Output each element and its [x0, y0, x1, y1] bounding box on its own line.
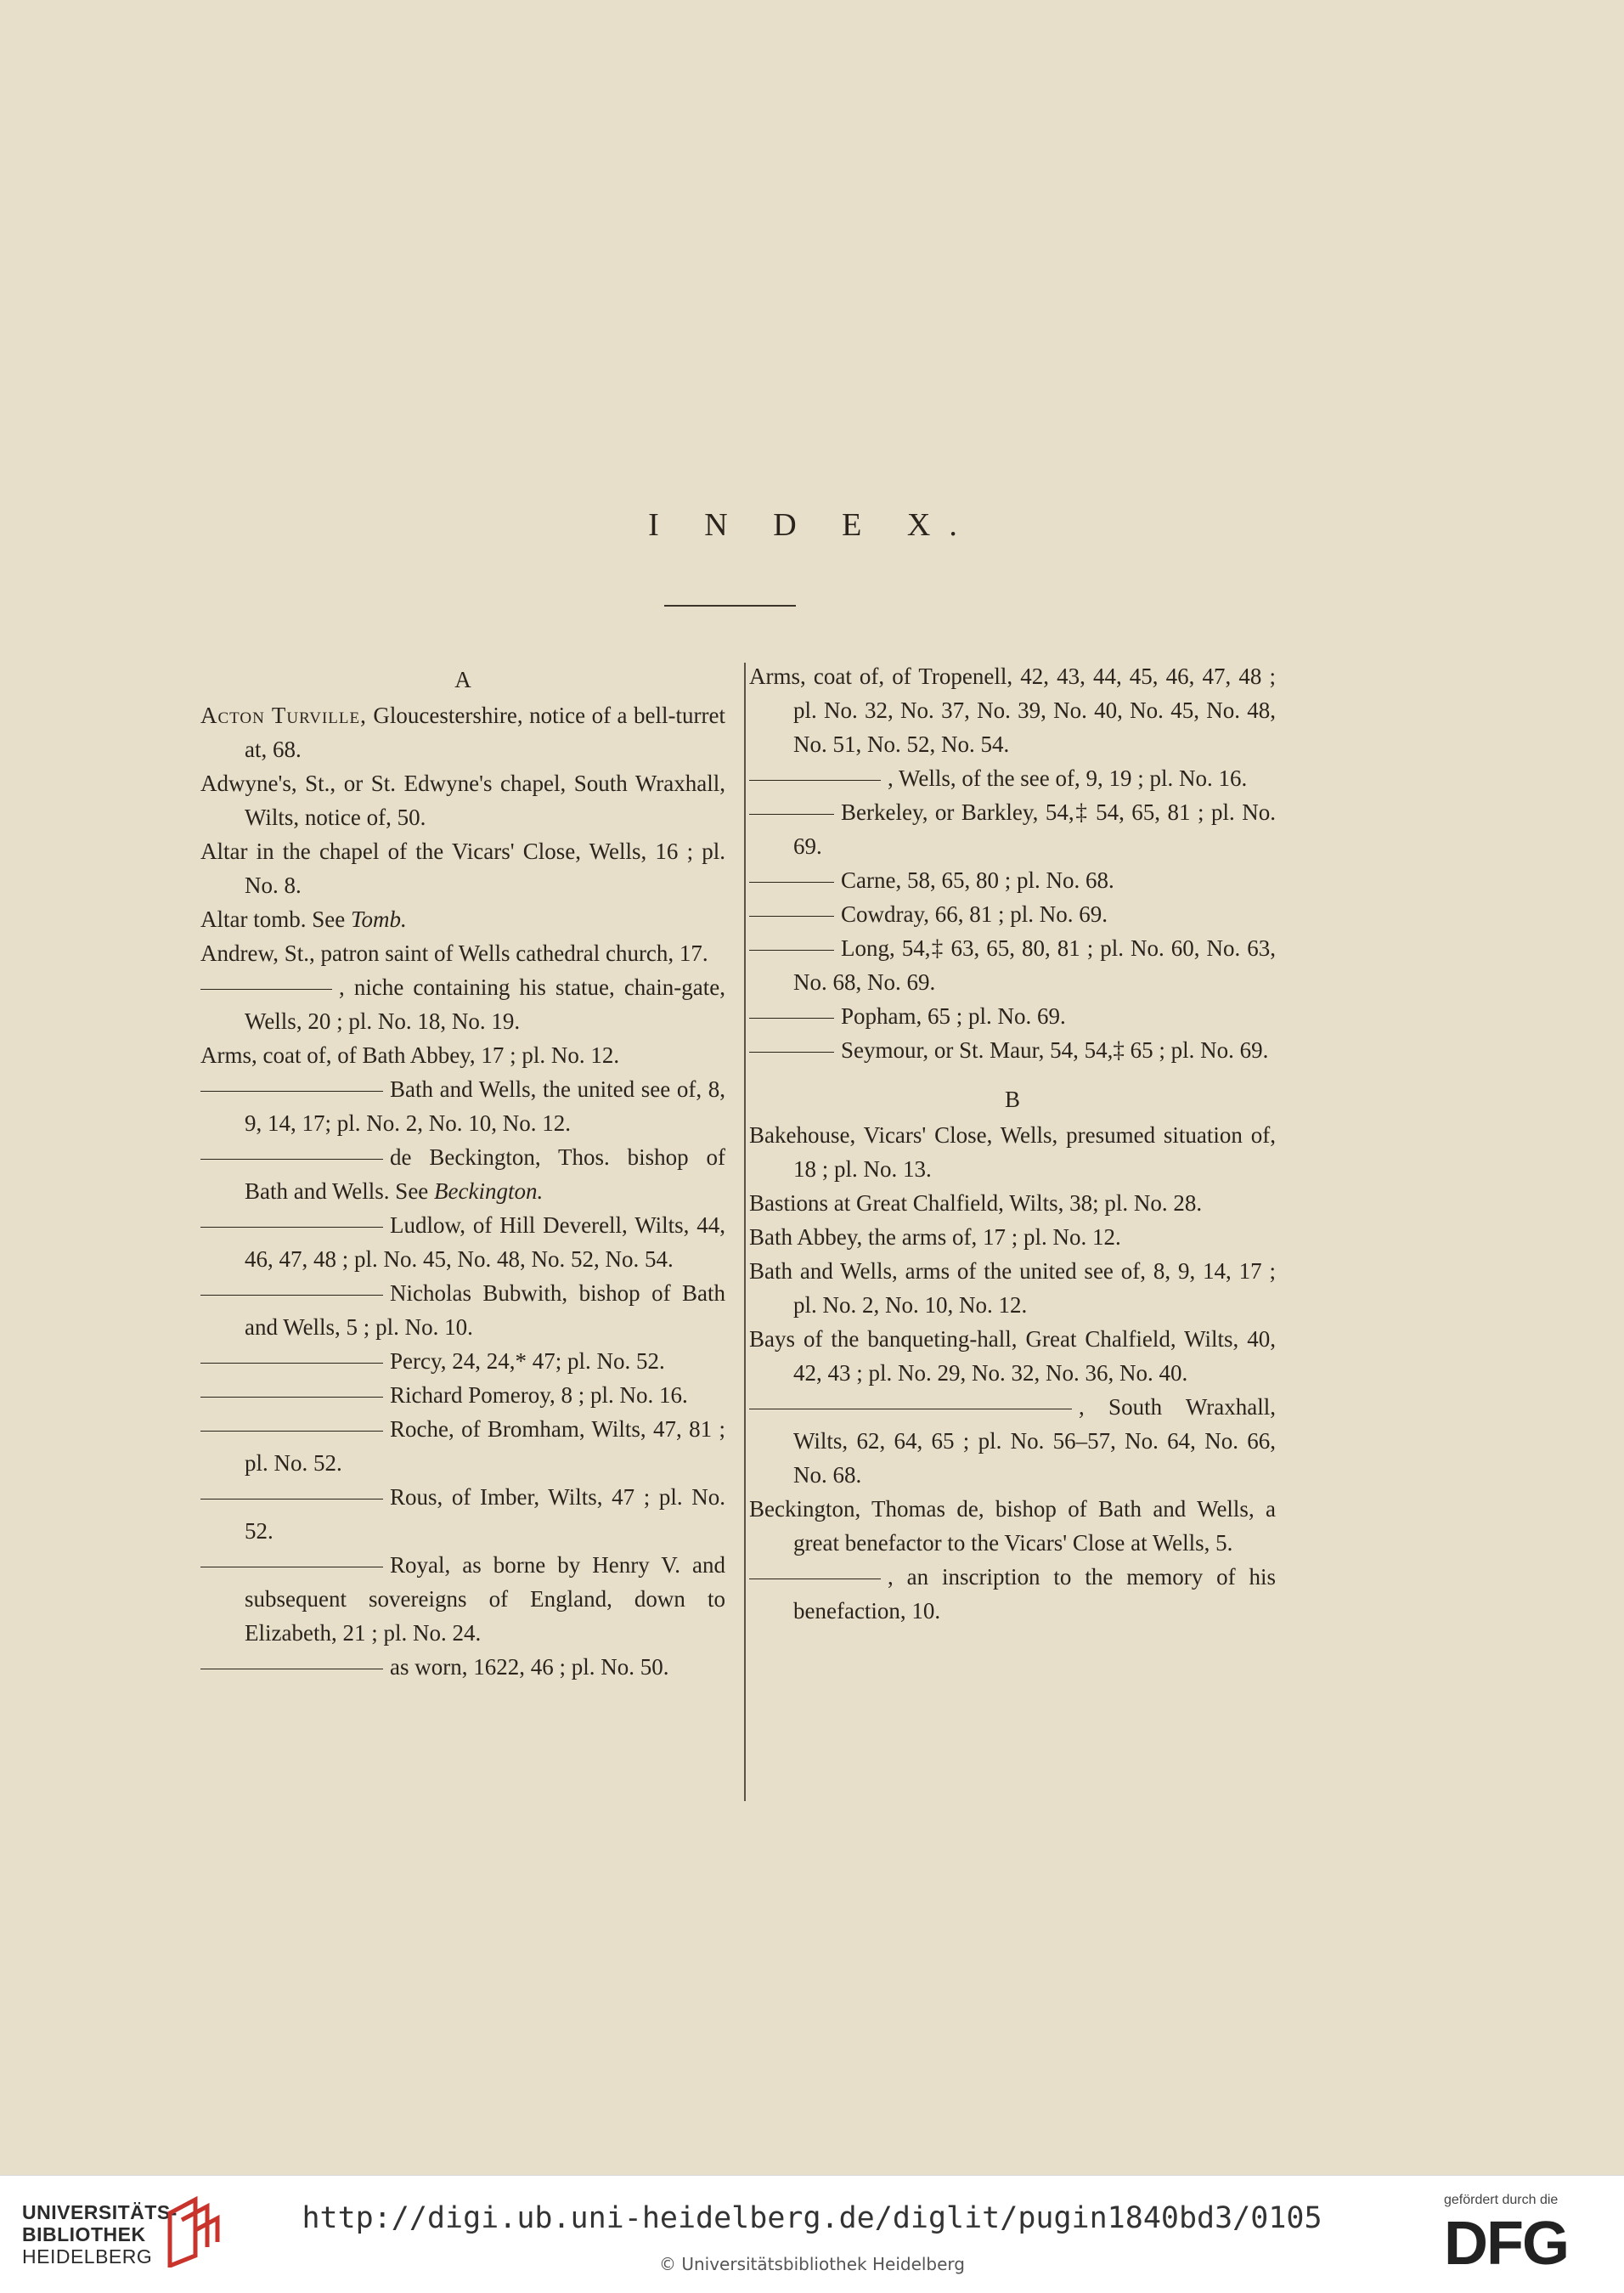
index-entry: [749, 1254, 1276, 1322]
index-entry: [200, 1276, 725, 1344]
index-entry: [749, 1220, 1276, 1254]
entry-text: Royal, as borne by Henry V. and subsequent sovereigns of England, down to Elizabeth, 21 ; pl. No. 24.: [245, 1552, 725, 1646]
entry-text: Roche, of Bromham, Wilts, 47, 81 ; pl. No. 52.: [245, 1416, 725, 1476]
index-entry: [749, 999, 1276, 1033]
dfg-logo[interactable]: DFG: [1444, 2210, 1568, 2278]
index-column-right: [749, 659, 1276, 1628]
permalink-url[interactable]: http://digi.ub.uni-heidelberg.de/diglit/pugin1840bd3/0105: [302, 2201, 1322, 2235]
entry-text: Arms, coat of, of Bath Abbey, 17 ; pl. No. 12.: [200, 1042, 620, 1068]
library-name-line2: BIBLIOTHEK: [22, 2223, 146, 2245]
index-entry: [200, 936, 725, 970]
index-entry: [749, 1390, 1276, 1492]
ditto-dash: [200, 1295, 383, 1296]
entry-text: Bath and Wells, the united see of, 8, 9, 14, 17; pl. No. 2, No. 10, No. 12.: [245, 1076, 725, 1136]
index-entry: [200, 834, 725, 902]
entry-text: Altar in the chapel of the Vicars' Close, Wells, 16 ; pl. No. 8.: [200, 839, 725, 898]
index-entry: [749, 1186, 1276, 1220]
ditto-dash: [200, 1431, 383, 1432]
section-letter-b: B: [1004, 1087, 1020, 1112]
index-entry: [200, 1140, 725, 1208]
entry-text: Bastions at Great Chalfield, Wilts, 38; pl. No. 28.: [749, 1190, 1203, 1216]
entry-text: Percy, 24, 24,* 47; pl. No. 52.: [390, 1348, 665, 1374]
entry-text: Rous, of Imber, Wilts, 47 ; pl. No. 52.: [245, 1484, 725, 1544]
title-rule: [664, 605, 796, 607]
copyright-notice: © Universitätsbibliothek Heidelberg: [658, 2254, 965, 2274]
index-entry: [749, 931, 1276, 999]
index-entry: [200, 698, 725, 766]
index-entry: [200, 970, 725, 1038]
section-letter-a: A: [454, 667, 471, 692]
entry-text: Nicholas Bubwith, bishop of Bath and Wells, 5 ; pl. No. 10.: [245, 1280, 725, 1340]
ditto-dash: [200, 1227, 383, 1228]
index-entry: [200, 1650, 725, 1684]
ditto-dash: [200, 989, 332, 990]
funder-label: gefördert durch die: [1444, 2193, 1559, 2207]
entry-text: Seymour, or St. Maur, 54, 54,‡ 65 ; pl. No. 69.: [841, 1037, 1269, 1063]
entry-text: Richard Pomeroy, 8 ; pl. No. 16.: [390, 1382, 688, 1408]
entries-right-b: [749, 1118, 1276, 1628]
entry-text: Beckington, Thomas de, bishop of Bath and Wells, a great benefactor to the Vicars' Close at Wells, 5.: [749, 1496, 1276, 1556]
index-entry: [200, 1480, 725, 1548]
index-entry: [749, 863, 1276, 897]
ditto-dash: [749, 1018, 834, 1019]
entry-text: Cowdray, 66, 81 ; pl. No. 69.: [841, 901, 1108, 927]
index-entry: [749, 1492, 1276, 1560]
entry-text: , Wells, of the see of, 9, 19 ; pl. No. 16.: [888, 765, 1248, 791]
entry-text: de Beckington, Thos. bishop of Bath and Wells. See: [245, 1144, 725, 1204]
entry-text: Gloucestershire, notice of a bell-turret at, 68.: [245, 703, 725, 762]
entries-right-a: [749, 659, 1276, 1067]
footer-bar: [0, 2175, 1624, 2293]
index-entry: [749, 1322, 1276, 1390]
ditto-dash: [200, 1091, 383, 1092]
index-entry: [200, 1072, 725, 1140]
entry-text: Berkeley, or Barkley, 54,‡ 54, 65, 81 ; pl. No. 69.: [793, 799, 1276, 859]
library-name-line1: UNIVERSITÄTS-: [22, 2201, 178, 2223]
index-entry: [749, 761, 1276, 795]
page-title: I N D E X.: [648, 507, 976, 543]
entry-text: Long, 54,‡ 63, 65, 80, 81 ; pl. No. 60, No. 63, No. 68, No. 69.: [793, 935, 1276, 995]
entry-text: , South Wraxhall, Wilts, 62, 64, 65 ; pl. No. 56–57, No. 64, No. 66, No. 68.: [793, 1394, 1276, 1488]
entry-text: Altar tomb. See: [200, 906, 351, 932]
entry-text: Bays of the banqueting-hall, Great Chalfield, Wilts, 40, 42, 43 ; pl. No. 29, No. 32, No. 36, No. 40.: [749, 1326, 1276, 1386]
index-entry: [749, 897, 1276, 931]
entry-text: Adwyne's, St., or St. Edwyne's chapel, South Wraxhall, Wilts, notice of, 50.: [200, 771, 725, 830]
index-entry: [749, 1560, 1276, 1628]
entry-text: Bath and Wells, arms of the united see of, 8, 9, 14, 17 ; pl. No. 2, No. 10, No. 12.: [749, 1258, 1276, 1318]
ditto-dash: [200, 1159, 383, 1160]
entry-text: Bath Abbey, the arms of, 17 ; pl. No. 12.: [749, 1224, 1121, 1250]
entry-text: Carne, 58, 65, 80 ; pl. No. 68.: [841, 867, 1114, 893]
entry-cross-reference: Beckington.: [434, 1178, 544, 1204]
ditto-dash: [749, 814, 834, 815]
ditto-dash: [749, 916, 834, 917]
ditto-dash: [749, 1052, 834, 1053]
column-divider: [744, 663, 746, 1801]
entry-heading: Acton Turville,: [200, 703, 367, 728]
ditto-dash: [200, 1397, 383, 1398]
index-entry: [749, 1118, 1276, 1186]
entry-text: Arms, coat of, of Tropenell, 42, 43, 44, 45, 46, 47, 48 ; pl. No. 32, No. 37, No. 39, No. 40, No. 45, No. 48, No. 51, No. 52, No. 54.: [749, 664, 1276, 757]
ditto-dash: [749, 882, 834, 883]
ditto-dash: [749, 780, 881, 781]
index-entry: [200, 1208, 725, 1276]
index-entry: [200, 1038, 725, 1072]
index-entry: [200, 902, 725, 936]
entry-text: Bakehouse, Vicars' Close, Wells, presumed situation of, 18 ; pl. No. 13.: [749, 1122, 1276, 1182]
ditto-dash: [200, 1363, 383, 1364]
entries-left: [200, 698, 725, 1684]
index-entry: [749, 1033, 1276, 1067]
entry-text: Ludlow, of Hill Deverell, Wilts, 44, 46, 47, 48 ; pl. No. 45, No. 48, No. 52, No. 54.: [245, 1212, 725, 1272]
index-entry: [200, 1548, 725, 1650]
index-entry: [200, 1344, 725, 1378]
index-entry: [200, 1412, 725, 1480]
index-entry: [200, 1378, 725, 1412]
entry-text: as worn, 1622, 46 ; pl. No. 50.: [390, 1654, 669, 1680]
index-entry: [749, 659, 1276, 761]
entry-cross-reference: Tomb.: [350, 906, 407, 932]
entry-text: Popham, 65 ; pl. No. 69.: [841, 1003, 1066, 1029]
ditto-dash: [749, 950, 834, 951]
entry-text: , an inscription to the memory of his benefaction, 10.: [793, 1564, 1276, 1624]
entry-text: Andrew, St., patron saint of Wells cathedral church, 17.: [200, 940, 708, 966]
index-entry: [749, 795, 1276, 863]
index-column-left: [200, 659, 725, 1684]
index-entry: [200, 766, 725, 834]
entry-text: , niche containing his statue, chain-gate, Wells, 20 ; pl. No. 18, No. 19.: [245, 974, 725, 1034]
library-name-line3: HEIDELBERG: [22, 2245, 153, 2268]
